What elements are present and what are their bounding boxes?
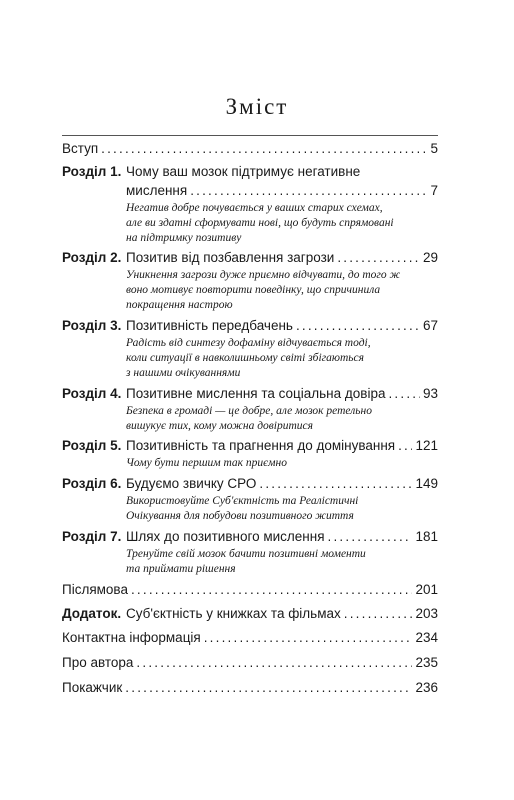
toc-entry-title: Позитивне мислення та соціальна довіра [126, 386, 386, 401]
dot-leader [101, 139, 427, 158]
chapter-label: Розділ 4. [62, 386, 122, 401]
toc-page-number: 203 [415, 606, 438, 621]
toc-entry-title: Будуємо звичку СРО [126, 476, 257, 491]
toc-entry-chapter-6[interactable] [62, 474, 438, 524]
toc-page-number: 235 [415, 655, 438, 670]
toc-entry-title: Вступ [62, 141, 99, 156]
toc-entry-afterword[interactable] [62, 580, 438, 599]
toc-entry-title: Позитивність передбачень [126, 318, 293, 333]
toc-page-number: 29 [422, 250, 438, 265]
toc-entry-title: Шлях до позитивного мислення [126, 529, 325, 544]
top-rule [62, 135, 438, 136]
dot-leader [344, 604, 413, 623]
chapter-description: Безпека в громаді — це добре, але мозок ретельно вишукує тих, кому можна довіритися [126, 405, 372, 432]
dot-leader [296, 316, 420, 335]
page-title: Зміст [225, 94, 289, 119]
toc-page-number: 5 [430, 141, 438, 156]
toc-entry-about-author[interactable] [62, 653, 438, 672]
chapter-description: Радість від синтезу дофаміну відчувається тоді, коли ситуації в навколишньому світі збігаються з нашими очікуваннями [126, 337, 371, 379]
toc-page-number: 67 [422, 318, 438, 333]
dot-leader [328, 527, 413, 546]
chapter-label: Розділ 5. [62, 438, 122, 453]
toc-entry-index[interactable] [62, 678, 438, 697]
toc-entry-title: Позитивність та прагнення до домінування [126, 438, 396, 453]
chapter-label: Розділ 7. [62, 529, 122, 544]
chapter-description: Чому бути першим так приємно [126, 457, 287, 469]
toc-page-number: 121 [415, 438, 438, 453]
toc-entry-title: Позитив від позбавлення загрози [126, 250, 335, 265]
chapter-label: Розділ 2. [62, 250, 122, 265]
toc-entry-title: Про автора [62, 655, 134, 670]
toc-entry-chapter-3[interactable] [62, 316, 438, 381]
dot-leader [131, 580, 413, 599]
dot-leader [136, 653, 412, 672]
toc-entry-intro[interactable] [62, 139, 438, 158]
dot-leader [388, 384, 420, 403]
toc-entry-title: Суб'єктність у книжках та фільмах [126, 606, 341, 621]
chapter-label: Розділ 6. [62, 476, 122, 491]
chapter-label: Розділ 3. [62, 318, 122, 333]
toc-page-number: 236 [415, 680, 438, 695]
toc-page-number: 181 [415, 529, 438, 544]
toc-entry-contacts[interactable] [62, 628, 438, 647]
toc-entry-chapter-5[interactable] [62, 436, 438, 471]
dot-leader [125, 678, 412, 697]
toc-page-number: 7 [430, 183, 438, 198]
toc-page-number: 234 [415, 630, 438, 645]
toc-entry-chapter-4[interactable] [62, 384, 438, 434]
toc-entry-title: Покажчик [62, 680, 123, 695]
chapter-label: Розділ 1. [62, 164, 122, 179]
toc-entry-title: Післямова [62, 582, 128, 597]
toc-entry-chapter-2[interactable] [62, 248, 438, 313]
toc-entry-title-continued: мислення [126, 183, 188, 198]
toc-entry-appendix[interactable] [62, 604, 438, 623]
toc-page-number: 93 [422, 386, 438, 401]
appendix-label: Додаток. [62, 606, 122, 621]
toc-page-number: 149 [415, 476, 438, 491]
dot-leader [190, 181, 427, 200]
toc-entry-chapter-1[interactable] [62, 162, 438, 246]
chapter-description: Використовуйте Суб'єктність та Реалістичні Очікування для побудови позитивного життя [126, 495, 359, 522]
chapter-description: Уникнення загрози дуже приємно відчувати, до того ж воно мотивує повторити поведінку, що спричинила покращення настрою [126, 269, 401, 311]
dot-leader [204, 628, 413, 647]
dot-leader [337, 248, 420, 267]
chapter-description: Негатив добре почувається у ваших старих схемах, але ви здатні сформувати нові, що будуть спрямовані на підтримку позитиву [126, 202, 394, 244]
chapter-description: Тренуйте свій мозок бачити позитивні моменти та приймати рішення [126, 548, 366, 575]
toc-entry-chapter-7[interactable] [62, 527, 438, 577]
toc-page-number: 201 [415, 582, 438, 597]
toc-entry-title: Контактна інформація [62, 630, 201, 645]
dot-leader [398, 436, 412, 455]
toc-entry-title: Чому ваш мозок підтримує негативне [126, 164, 361, 179]
dot-leader [259, 474, 412, 493]
